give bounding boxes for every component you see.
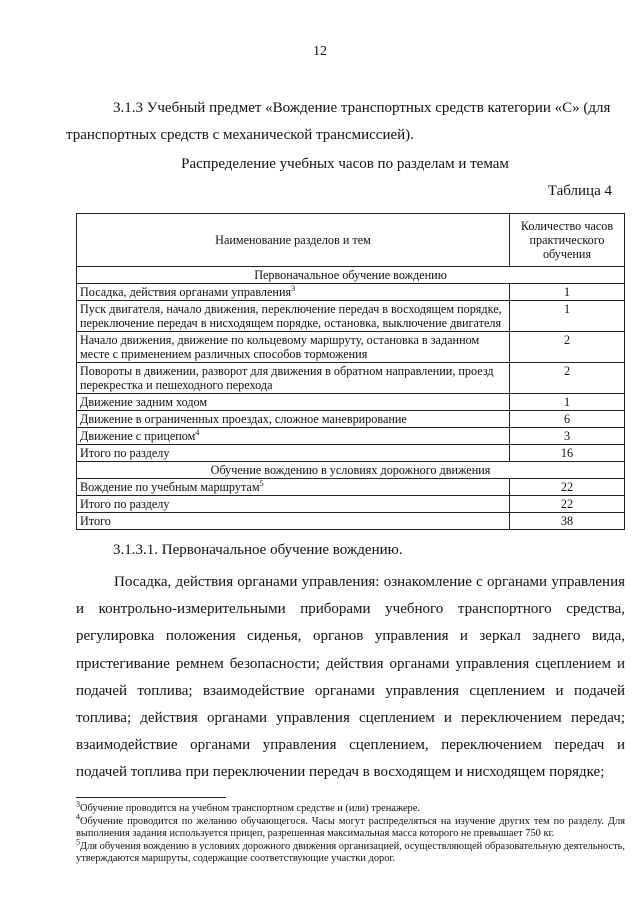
table-header-row [77, 214, 625, 267]
page-number: 12 [313, 44, 327, 59]
table-row [77, 284, 625, 301]
topic-hours: 22 [510, 479, 625, 496]
section-title-2: Обучение вождению в условиях дорожного движения [77, 462, 625, 479]
table-row [77, 428, 625, 445]
distribution-title: Распределение учебных часов по разделам и темам [181, 156, 509, 172]
section-title-1: Первоначальное обучение вождению [77, 267, 625, 284]
topic-name-text: Посадка, действия органами управления [80, 285, 292, 299]
footnote [76, 812, 625, 841]
topic-name [77, 445, 510, 462]
section-row [77, 267, 625, 284]
hours-table [76, 213, 625, 530]
table-row [77, 513, 625, 530]
topic-name-text: Движение с прицепом [80, 429, 196, 443]
footnote-number: 5 [76, 837, 80, 847]
footnotes [76, 799, 625, 866]
subject-heading [66, 95, 626, 149]
table-row [77, 332, 625, 363]
topic-name-text: Итого по разделу [80, 497, 170, 511]
header-name: Наименование разделов и тем [77, 214, 510, 267]
topic-name [77, 513, 510, 530]
table-row [77, 394, 625, 411]
footnote-text: Обучение проводится на учебном транспортном средстве и (или) тренажере. [80, 803, 420, 814]
topic-name-text: Пуск двигателя, начало движения, переключение передач в восходящем порядке, переключение передач в нисходящем порядке, остановка, выключение двигателя [80, 302, 502, 330]
topic-name [77, 496, 510, 513]
footnote-divider [76, 797, 226, 798]
footnote [76, 799, 625, 816]
table-row [77, 411, 625, 428]
topic-name [77, 301, 510, 332]
footnote-ref: 5 [259, 478, 264, 488]
table-row [77, 301, 625, 332]
topic-name [77, 284, 510, 301]
topic-name-text: Движение в ограниченных проездах, сложное маневрирование [80, 412, 407, 426]
table-row [77, 479, 625, 496]
topic-hours: 2 [510, 332, 625, 363]
header-hours: Количество часов практического обучения [510, 214, 625, 267]
topic-hours: 1 [510, 301, 625, 332]
topic-name-text: Повороты в движении, разворот для движения в обратном направлении, проезд перекрестка и пешеходного перехода [80, 364, 494, 392]
topic-name [77, 332, 510, 363]
topic-name-text: Начало движения, движение по кольцевому маршруту, остановка в заданном месте с применением различных способов торможения [80, 333, 480, 361]
topic-name [77, 479, 510, 496]
footnote-ref: 3 [291, 283, 296, 293]
subject-heading-text: 3.1.3 Учебный предмет «Вождение транспортных средств категории «С» (для транспортных средств с механической трансмиссией). [66, 100, 611, 143]
table-row [77, 496, 625, 513]
topic-hours: 6 [510, 411, 625, 428]
table-label: Таблица 4 [547, 183, 612, 199]
footnote-number: 3 [76, 799, 80, 809]
topic-name [77, 428, 510, 445]
topic-name-text: Итого [80, 514, 111, 528]
footnote-text: Для обучения вождению в условиях дорожного движения организацией, осуществляющей образовательную деятельность, утверждаются маршруты, содержащие соответствующие участки дорог. [76, 840, 625, 865]
topic-name [77, 363, 510, 394]
topic-hours: 2 [510, 363, 625, 394]
section-row [77, 462, 625, 479]
topic-name-text: Вождение по учебным маршрутам [80, 480, 260, 494]
footnote-text: Обучение проводится по желанию обучающегося. Часы могут распределяться на изучение других тем по разделу. Для выполнения задания используется прицеп, разрешенная максимальная масса которого не превышает 750 кг. [76, 815, 625, 840]
topic-hours: 3 [510, 428, 625, 445]
topic-hours: 22 [510, 496, 625, 513]
subsection-heading: 3.1.3.1. Первоначальное обучение вождению. [113, 542, 403, 558]
topic-hours: 38 [510, 513, 625, 530]
topic-name [77, 411, 510, 428]
table-row [77, 445, 625, 462]
topic-name-text: Итого по разделу [80, 446, 170, 460]
topic-hours: 1 [510, 394, 625, 411]
topic-hours: 16 [510, 445, 625, 462]
body-paragraph: Посадка, действия органами управления: ознакомление с органами управления и контрольно-измерительными приборами учебного транспортного средства, регулировка положения сиденья, органов управления и зеркал заднего вида, пристегивание ремнем безопасности; действия органами управления сцеплением и подачей топлива; взаимодействие органами управления сцеплением и подачей топлива; действия органами управления сцеплением и переключением передач; взаимодействие органами управления сцеплением, переключением передач и подачей топлива при переключении передач в восходящем и нисходящем порядке; [76, 574, 625, 781]
topic-hours: 1 [510, 284, 625, 301]
footnote-number: 4 [76, 812, 80, 822]
topic-name-text: Движение задним ходом [80, 395, 208, 409]
footnote-ref: 4 [195, 427, 200, 437]
footnote [76, 837, 625, 866]
table-row [77, 363, 625, 394]
topic-name [77, 394, 510, 411]
